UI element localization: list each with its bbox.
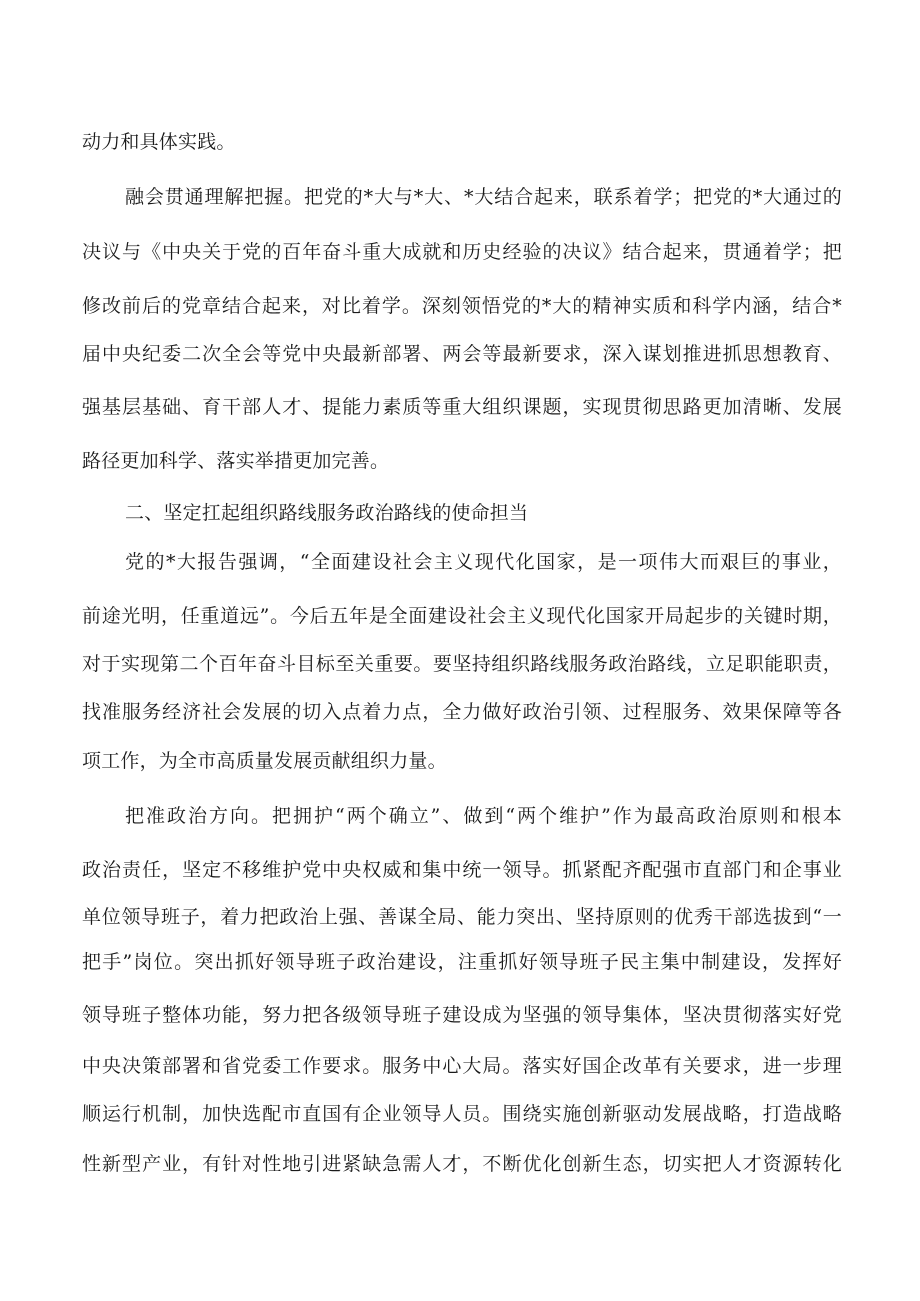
paragraph-line: 动力和具体实践。 bbox=[82, 131, 236, 153]
paragraph-line: 党的*大报告强调，“全面建设社会主义现代化国家，是一项伟大而艰巨的事业， bbox=[125, 551, 842, 573]
paragraph-line: 性新型产业，有针对性地引进紧缺急需人才，不断优化创新生态，切实把人才资源转化 bbox=[82, 1153, 842, 1175]
paragraph-line: 对于实现第二个百年奋斗目标至关重要。要坚持组织路线服务政治路线，立足职能职责， bbox=[82, 653, 842, 675]
paragraph-line: 项工作，为全市高质量发展贡献组织力量。 bbox=[82, 750, 447, 772]
paragraph-line: 找准服务经济社会发展的切入点着力点，全力做好政治引领、过程服务、效果保障等各 bbox=[82, 701, 842, 723]
paragraph-line: 领导班子整体功能，努力把各级领导班子建设成为坚强的领导集体，坚决贯彻落实好党 bbox=[82, 1004, 842, 1026]
paragraph-line: 中央决策部署和省党委工作要求。服务中心大局。落实好国企改革有关要求，进一步理 bbox=[82, 1055, 842, 1077]
paragraph-line: 强基层基础、育干部人才、提能力素质等重大组织课题，实现贯彻思路更加清晰、发展 bbox=[82, 396, 842, 418]
paragraph-line: 前途光明，任重道远”。今后五年是全面建设社会主义现代化国家开局起步的关键时期， bbox=[82, 605, 842, 627]
paragraph-line: 单位领导班子，着力把政治上强、善谋全局、能力突出、坚持原则的优秀干部选拔到“一 bbox=[82, 906, 842, 928]
paragraph-line: 顺运行机制，加快选配市直国有企业领导人员。围绕实施创新驱动发展战略，打造战略 bbox=[82, 1103, 842, 1125]
paragraph-line: 届中央纪委二次全会等党中央最新部署、两会等最新要求，深入谋划推进抓思想教育、 bbox=[82, 343, 842, 365]
paragraph-line: 把准政治方向。把拥护“两个确立”、做到“两个维护”作为最高政治原则和根本 bbox=[125, 805, 842, 827]
paragraph-line: 决议与《中央关于党的百年奋斗重大成就和历史经验的决议》结合起来，贯通着学；把 bbox=[82, 241, 842, 263]
paragraph-line: 修改前后的党章结合起来，对比着学。深刻领悟党的*大的精神实质和科学内涵，结合* bbox=[82, 295, 842, 317]
section-heading: 二、坚定扛起组织路线服务政治路线的使命担当 bbox=[125, 502, 529, 524]
paragraph-line: 融会贯通理解把握。把党的*大与*大、*大结合起来，联系着学；把党的*大通过的 bbox=[125, 186, 842, 208]
paragraph-line: 把手”岗位。突出抓好领导班子政治建设，注重抓好领导班子民主集中制建设，发挥好 bbox=[82, 951, 842, 973]
paragraph-line: 政治责任，坚定不移维护党中央权威和集中统一领导。抓紧配齐配强市直部门和企事业 bbox=[82, 859, 842, 881]
paragraph-line: 路径更加科学、落实举措更加完善。 bbox=[82, 450, 390, 472]
